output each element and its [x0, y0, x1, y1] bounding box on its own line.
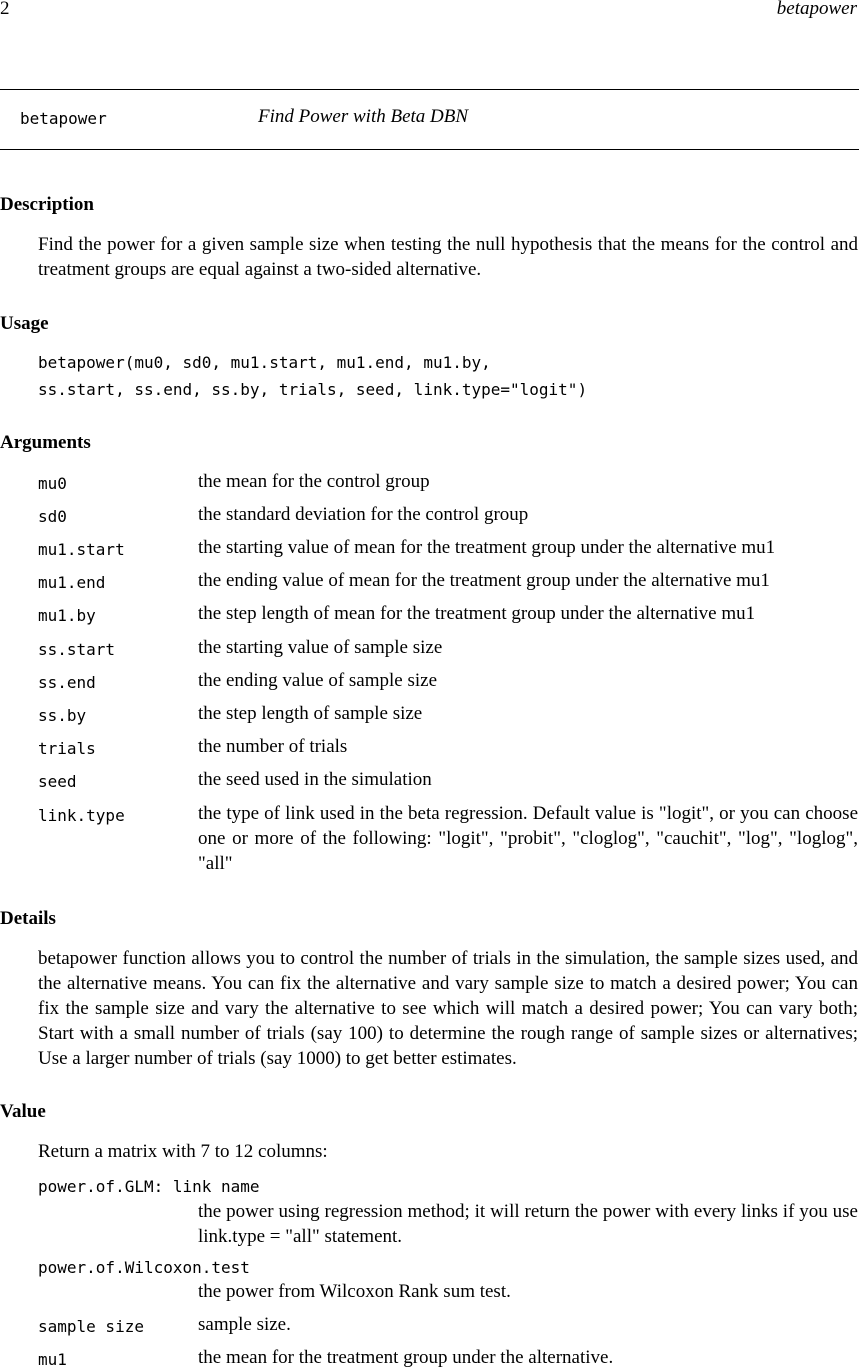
arguments-heading: Arguments: [0, 432, 91, 453]
description-heading: Description: [0, 194, 94, 215]
argument-name: ss.start: [38, 640, 116, 659]
running-title: betapower: [776, 0, 857, 19]
argument-description: the type of link used in the beta regression. Default value is "logit", or you can choose one or more of the following: "logit", "probit", "cloglog", "cauchit", "log", "loglog", "all": [198, 803, 858, 874]
value-name: power.of.Wilcoxon.test: [38, 1258, 250, 1277]
value-intro: Return a matrix with 7 to 12 columns:: [38, 1141, 328, 1162]
value-description: sample size.: [198, 1314, 291, 1335]
value-name: mu1: [38, 1350, 67, 1369]
argument-name: sd0: [38, 507, 67, 526]
argument-name: mu0: [38, 474, 67, 493]
argument-name: mu1.start: [38, 540, 125, 559]
description-text: Find the power for a given sample size when testing the null hypothesis that the means for the control and treatment groups are equal against a two-sided alternative.: [38, 234, 858, 280]
details-text: betapower function allows you to control the number of trials in the simulation, the sample sizes used, and the alternative means. You can fix the alternative and vary sample size to match a desired power; You can fix the sample size and vary the alternative to see which will match a desired power; You can vary both; Start with a small number of trials (say 100) to determine the rough range of sample sizes or alternatives; Use a larger number of trials (say 1000) to get better estimates.: [38, 948, 858, 1069]
argument-description: the ending value of mean for the treatment group under the alternative mu1: [198, 570, 770, 591]
argument-name: mu1.by: [38, 606, 96, 625]
page-number: 2: [0, 0, 10, 19]
argument-name: link.type: [38, 806, 125, 825]
usage-line: betapower(mu0, sd0, mu1.start, mu1.end, mu1.by,: [38, 353, 491, 372]
value-name: power.of.GLM: link name: [38, 1177, 260, 1196]
topic-rule-bottom: [0, 149, 859, 150]
argument-description: the seed used in the simulation: [198, 769, 432, 790]
argument-description: the starting value of mean for the treatment group under the alternative mu1: [198, 537, 776, 558]
argument-description: the number of trials: [198, 736, 348, 757]
value-description: the mean for the treatment group under the alternative.: [198, 1347, 614, 1368]
usage-heading: Usage: [0, 313, 49, 334]
topic-title: Find Power with Beta DBN: [258, 106, 469, 127]
argument-name: mu1.end: [38, 573, 106, 592]
argument-name: ss.by: [38, 706, 87, 725]
argument-description: the mean for the control group: [198, 471, 430, 492]
topic-name: betapower: [20, 109, 107, 128]
value-name: sample size: [38, 1317, 144, 1336]
argument-description: the step length of sample size: [198, 703, 423, 724]
argument-description: the starting value of sample size: [198, 637, 443, 658]
argument-description: the step length of mean for the treatment group under the alternative mu1: [198, 603, 756, 624]
topic-rule-top: [0, 89, 859, 90]
argument-description: the standard deviation for the control group: [198, 504, 529, 525]
value-description: the power from Wilcoxon Rank sum test.: [198, 1281, 511, 1302]
usage-line: ss.start, ss.end, ss.by, trials, seed, link.type="logit"): [38, 380, 588, 399]
argument-name: seed: [38, 772, 77, 791]
argument-name: ss.end: [38, 673, 96, 692]
value-heading: Value: [0, 1101, 46, 1122]
details-heading: Details: [0, 908, 56, 929]
value-description: the power using regression method; it will return the power with every links if you use link.type = "all" statement.: [198, 1201, 858, 1247]
argument-name: trials: [38, 739, 96, 758]
argument-description: the ending value of sample size: [198, 670, 438, 691]
